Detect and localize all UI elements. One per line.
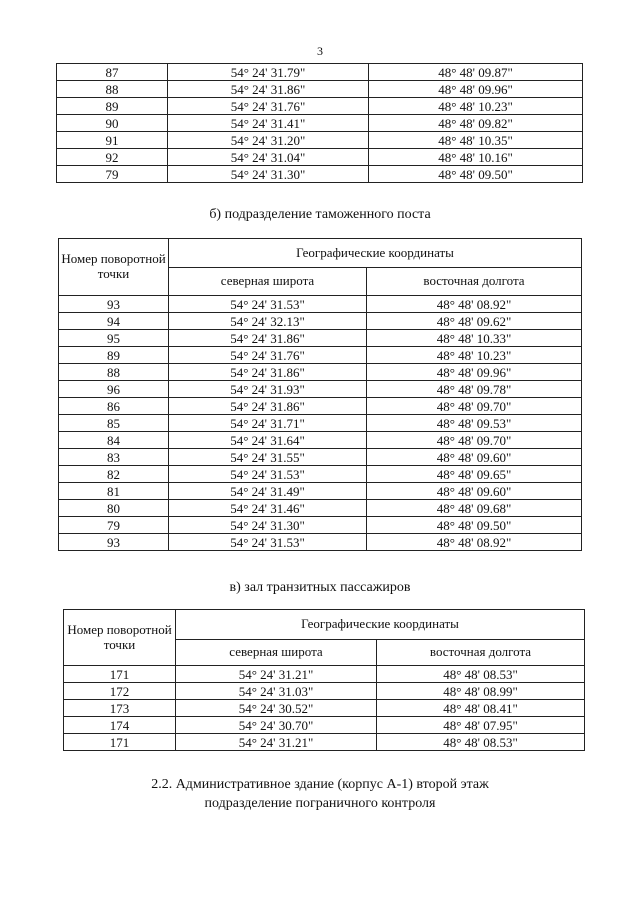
point-number-cell: 174 [64,717,176,734]
point-number-cell: 88 [59,364,169,381]
longitude-cell: 48° 48' 10.16" [369,149,583,166]
point-number-cell: 93 [59,296,169,313]
table-row [57,98,583,115]
header-point-number: Номер поворотной точки [64,610,176,666]
point-number-cell: 171 [64,734,176,751]
longitude-cell: 48° 48' 10.23" [369,98,583,115]
point-number-cell: 84 [59,432,169,449]
table-row [59,364,582,381]
latitude-cell: 54° 24' 31.71" [169,415,367,432]
point-number-cell: 92 [57,149,168,166]
longitude-cell: 48° 48' 09.50" [369,166,583,183]
longitude-cell: 48° 48' 09.70" [367,398,582,415]
latitude-cell: 54° 24' 31.86" [169,364,367,381]
latitude-cell: 54° 24' 31.46" [169,500,367,517]
latitude-cell: 54° 24' 31.64" [169,432,367,449]
header-north-latitude: северная широта [176,640,377,666]
table-row [59,415,582,432]
longitude-cell: 48° 48' 09.96" [367,364,582,381]
latitude-cell: 54° 24' 32.13" [169,313,367,330]
latitude-cell: 54° 24' 30.52" [176,700,377,717]
header-east-longitude: восточная долгота [377,640,585,666]
header-geo-coordinates: Географические координаты [176,610,585,640]
coordinates-table-transit-hall [63,609,585,751]
longitude-cell: 48° 48' 10.35" [369,132,583,149]
point-number-cell: 82 [59,466,169,483]
latitude-cell: 54° 24' 31.03" [176,683,377,700]
longitude-cell: 48° 48' 09.50" [367,517,582,534]
latitude-cell: 54° 24' 31.41" [168,115,369,132]
page-number: 3 [317,44,323,58]
longitude-cell: 48° 48' 09.78" [367,381,582,398]
longitude-cell: 48° 48' 08.92" [367,296,582,313]
header-east-longitude: восточная долгота [367,268,582,296]
coordinates-table-customs-post [58,238,582,551]
section-heading-line2: подразделение пограничного контроля [204,796,436,811]
header-geo-coordinates: Географические координаты [169,239,582,268]
point-number-cell: 96 [59,381,169,398]
table-row [57,132,583,149]
latitude-cell: 54° 24' 31.55" [169,449,367,466]
latitude-cell: 54° 24' 31.21" [176,734,377,751]
point-number-cell: 94 [59,313,169,330]
latitude-cell: 54° 24' 31.30" [169,517,367,534]
longitude-cell: 48° 48' 08.41" [377,700,585,717]
coordinates-table-continued [56,63,583,183]
point-number-cell: 83 [59,449,169,466]
latitude-cell: 54° 24' 31.20" [168,132,369,149]
point-number-cell: 89 [59,347,169,364]
latitude-cell: 54° 24' 31.86" [169,398,367,415]
longitude-cell: 48° 48' 08.99" [377,683,585,700]
latitude-cell: 54° 24' 31.86" [168,81,369,98]
point-number-cell: 90 [57,115,168,132]
caption-transit-hall: в) зал транзитных пассажиров [229,580,411,595]
table-row [59,500,582,517]
latitude-cell: 54° 24' 30.70" [176,717,377,734]
point-number-cell: 173 [64,700,176,717]
longitude-cell: 48° 48' 09.62" [367,313,582,330]
header-north-latitude: северная широта [169,268,367,296]
table-row [64,666,585,683]
table-row [59,466,582,483]
table-row [59,347,582,364]
section-heading [0,775,640,813]
table-row [59,330,582,347]
table-row [57,166,583,183]
latitude-cell: 54° 24' 31.76" [169,347,367,364]
latitude-cell: 54° 24' 31.79" [168,64,369,81]
longitude-cell: 48° 48' 07.95" [377,717,585,734]
latitude-cell: 54° 24' 31.21" [176,666,377,683]
table-row [59,432,582,449]
longitude-cell: 48° 48' 09.87" [369,64,583,81]
table-row [57,64,583,81]
latitude-cell: 54° 24' 31.04" [168,149,369,166]
longitude-cell: 48° 48' 09.70" [367,432,582,449]
latitude-cell: 54° 24' 31.53" [169,466,367,483]
longitude-cell: 48° 48' 10.33" [367,330,582,347]
longitude-cell: 48° 48' 09.60" [367,483,582,500]
table-row [64,717,585,734]
point-number-cell: 85 [59,415,169,432]
latitude-cell: 54° 24' 31.53" [169,296,367,313]
header-point-number: Номер поворотной точки [59,239,169,296]
longitude-cell: 48° 48' 10.23" [367,347,582,364]
latitude-cell: 54° 24' 31.93" [169,381,367,398]
point-number-cell: 79 [59,517,169,534]
table-row [57,115,583,132]
point-number-cell: 87 [57,64,168,81]
point-number-cell: 172 [64,683,176,700]
longitude-cell: 48° 48' 09.53" [367,415,582,432]
table-row [59,534,582,551]
longitude-cell: 48° 48' 09.65" [367,466,582,483]
longitude-cell: 48° 48' 08.53" [377,666,585,683]
table-row [59,449,582,466]
table-row [59,398,582,415]
table-row [64,734,585,751]
table-row [59,483,582,500]
longitude-cell: 48° 48' 09.82" [369,115,583,132]
latitude-cell: 54° 24' 31.86" [169,330,367,347]
point-number-cell: 88 [57,81,168,98]
longitude-cell: 48° 48' 09.96" [369,81,583,98]
longitude-cell: 48° 48' 09.68" [367,500,582,517]
latitude-cell: 54° 24' 31.53" [169,534,367,551]
point-number-cell: 95 [59,330,169,347]
latitude-cell: 54° 24' 31.49" [169,483,367,500]
table-row [57,149,583,166]
table-row [59,313,582,330]
point-number-cell: 81 [59,483,169,500]
point-number-cell: 86 [59,398,169,415]
longitude-cell: 48° 48' 08.92" [367,534,582,551]
point-number-cell: 89 [57,98,168,115]
point-number-cell: 91 [57,132,168,149]
point-number-cell: 93 [59,534,169,551]
table-row [64,700,585,717]
point-number-cell: 171 [64,666,176,683]
table-row [64,683,585,700]
point-number-cell: 79 [57,166,168,183]
caption-customs-post: б) подразделение таможенного поста [209,207,431,222]
point-number-cell: 80 [59,500,169,517]
latitude-cell: 54° 24' 31.30" [168,166,369,183]
table-row [59,517,582,534]
longitude-cell: 48° 48' 09.60" [367,449,582,466]
latitude-cell: 54° 24' 31.76" [168,98,369,115]
table-row [59,381,582,398]
table-row [59,296,582,313]
longitude-cell: 48° 48' 08.53" [377,734,585,751]
section-heading-line1: 2.2. Административное здание (корпус А-1) второй этаж [151,777,489,792]
table-row [57,81,583,98]
